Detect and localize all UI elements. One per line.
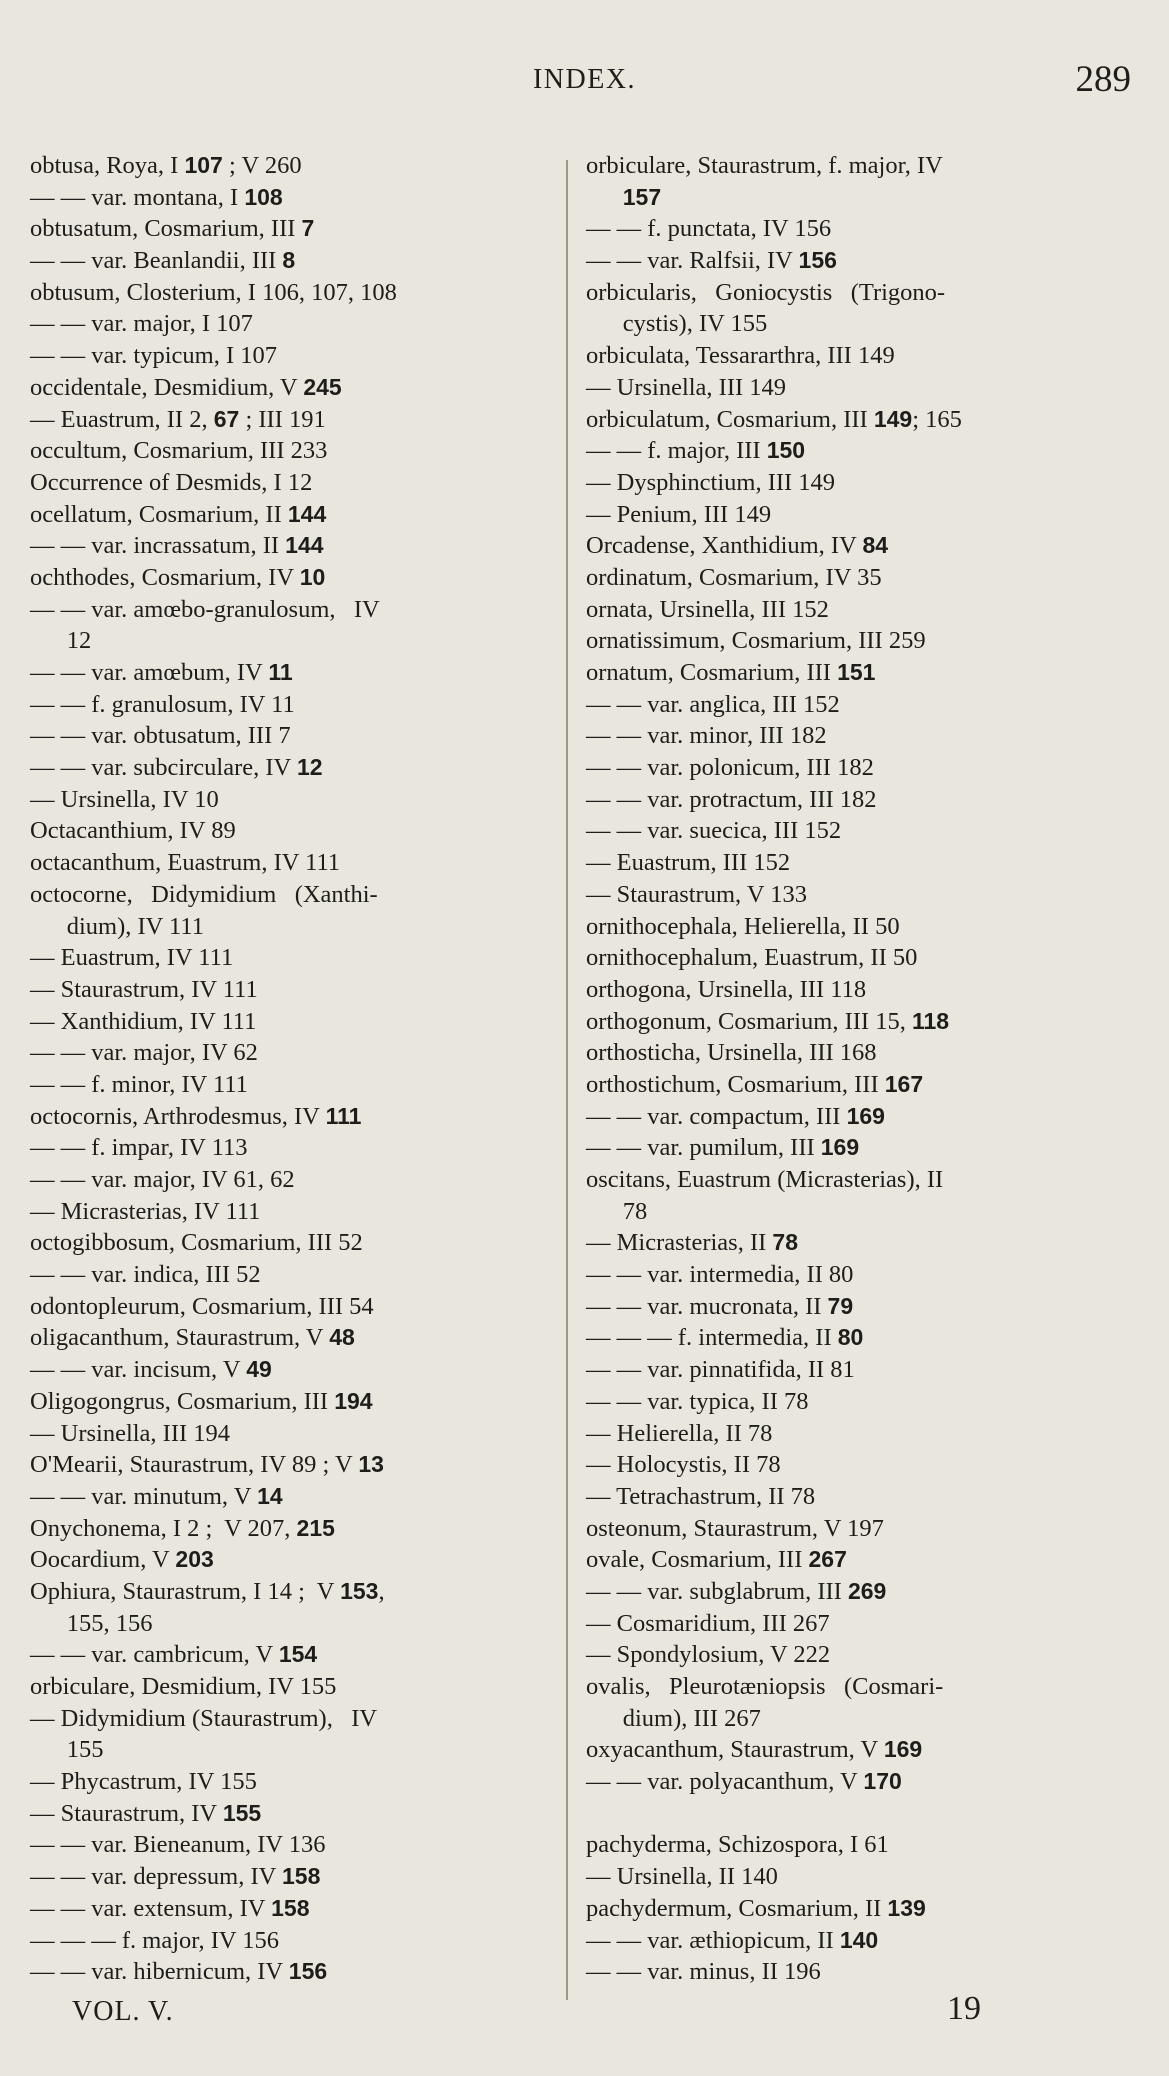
index-entry: O'Mearii, Staurastrum, IV 89 ; V 13 (30, 1451, 384, 1479)
index-entry: ordinatum, Cosmarium, IV 35 (586, 563, 882, 591)
index-entry: — — var. minutum, V 14 (30, 1482, 283, 1510)
index-entry: oligacanthum, Staurastrum, V 48 (30, 1324, 355, 1352)
index-entry: osteonum, Staurastrum, V 197 (586, 1514, 884, 1542)
bold-page-ref: 155 (222, 1799, 262, 1826)
index-entry: — — var. minus, II 196 (586, 1958, 821, 1986)
index-entry: — — var. Bieneanum, IV 136 (30, 1831, 326, 1859)
bold-page-ref: 156 (798, 247, 837, 274)
index-entry: — — var. anglica, III 152 (586, 690, 840, 718)
bold-page-ref: 169 (883, 1736, 923, 1763)
bold-page-ref: 14 (257, 1482, 283, 1509)
index-entry: orbiculare, Staurastrum, f. major, IV (586, 152, 943, 179)
volume-label: VOL. V. (72, 1996, 174, 2027)
index-entry: — — var. compactum, III 169 (586, 1102, 885, 1130)
index-entry: dium), III 267 (586, 1704, 761, 1732)
index-entry: orbiculata, Tessararthra, III 149 (586, 342, 895, 370)
bold-page-ref: 158 (271, 1894, 310, 1921)
index-entry: — Ursinella, III 149 (586, 373, 787, 401)
index-entry: — Cosmaridium, III 267 (586, 1609, 830, 1637)
index-entry: — Helierella, II 78 (586, 1419, 773, 1447)
index-entry: — Micrasterias, IV 111 (30, 1197, 261, 1225)
bold-page-ref: 12 (296, 754, 323, 781)
index-entry: — — var. extensum, IV 158 (30, 1894, 310, 1922)
bold-page-ref: 8 (282, 247, 296, 274)
index-entry: octacanthum, Euastrum, IV 111 (30, 849, 341, 877)
bold-page-ref: 169 (846, 1102, 885, 1129)
bold-page-ref: 144 (287, 500, 327, 527)
index-entry: — — var. suecica, III 152 (586, 817, 842, 845)
index-entry: — Didymidium (Staurastrum), IV (30, 1704, 378, 1732)
index-entry: — — var. subcirculare, IV 12 (30, 754, 323, 782)
column-divider (566, 160, 568, 2000)
index-entry: oxyacanthum, Staurastrum, V 169 (586, 1736, 923, 1764)
index-entry: — Ursinella, III 194 (30, 1419, 231, 1447)
bold-page-ref: 78 (772, 1229, 798, 1256)
index-entry: — Staurastrum, IV 155 (30, 1799, 262, 1827)
index-entry: — — var. intermedia, II 80 (586, 1261, 854, 1289)
index-entry: 155, 156 (30, 1609, 153, 1637)
index-entry: — Tetrachastrum, II 78 (586, 1482, 816, 1510)
index-entry: octogibbosum, Cosmarium, III 52 (30, 1229, 363, 1257)
index-entry: — — f. granulosum, IV 11 (30, 690, 295, 718)
bold-page-ref: 139 (887, 1894, 926, 1921)
index-entry: — — var. obtusatum, III 7 (30, 722, 291, 750)
index-entry: — — var. minor, III 182 (586, 722, 827, 750)
index-entry: ocellatum, Cosmarium, II 144 (30, 500, 327, 528)
bold-page-ref: 107 (184, 152, 223, 178)
index-entry: — — var. major, I 107 (30, 310, 253, 338)
index-entry: ochthodes, Cosmarium, IV 10 (30, 563, 326, 591)
index-entry: — — var. incisum, V 49 (30, 1356, 272, 1384)
index-entry: — Ursinella, IV 10 (30, 785, 219, 813)
index-entry: Oligogongrus, Cosmarium, III 194 (30, 1387, 373, 1415)
index-entry: — Ursinella, II 140 (586, 1863, 778, 1891)
bold-page-ref: 215 (296, 1514, 335, 1541)
index-entry: orbiculatum, Cosmarium, III 149; 165 (586, 405, 962, 433)
index-entry: odontopleurum, Cosmarium, III 54 (30, 1292, 374, 1320)
index-entry: dium), IV 111 (30, 912, 204, 940)
bold-page-ref: 156 (288, 1958, 328, 1985)
index-entry (586, 182, 1131, 214)
page-number: 289 (1075, 59, 1131, 100)
index-entry: 12 (30, 627, 92, 655)
index-entry: pachydermum, Cosmarium, II 139 (586, 1894, 926, 1922)
index-entry: — — var. major, IV 61, 62 (30, 1166, 295, 1193)
index-entry: — — var. hibernicum, IV 156 (30, 1958, 328, 1986)
index-entry: orthostichum, Cosmarium, III 167 (586, 1070, 924, 1098)
index-entry: — — var. typica, II 78 (586, 1387, 809, 1415)
index-entry: — Penium, III 149 (586, 500, 772, 528)
index-entry: — — var. Beanlandii, III 8 (30, 247, 296, 275)
index-entry: — — var. depressum, IV 158 (30, 1863, 321, 1891)
index-entry: ornatum, Cosmarium, III 151 (586, 659, 876, 686)
bold-page-ref: 118 (911, 1007, 950, 1034)
index-entry: ornatissimum, Cosmarium, III 259 (586, 627, 926, 655)
bold-page-ref: 140 (839, 1926, 879, 1953)
index-entry: — — var. æthiopicum, II 140 (586, 1926, 879, 1954)
index-entry: ornithocephala, Helierella, II 50 (586, 912, 900, 940)
index-entry: — Phycastrum, IV 155 (30, 1768, 257, 1796)
bold-page-ref: 153 (340, 1577, 379, 1604)
index-entry: — Euastrum, II 2, 67 ; III 191 (30, 405, 326, 433)
bold-page-ref: 10 (299, 563, 326, 590)
bold-page-ref: 48 (329, 1324, 355, 1351)
index-entry: — — var. subglabrum, III 269 (586, 1577, 887, 1605)
index-entry: — Staurastrum, IV 111 (30, 975, 258, 1003)
bold-page-ref: 157 (622, 183, 662, 210)
index-entry: occultum, Cosmarium, III 233 (30, 437, 328, 465)
bold-page-ref: 7 (301, 215, 315, 242)
index-entry: — Dysphinctium, III 149 (586, 468, 836, 496)
index-entry: ovalis, Pleurotæniopsis (Cosmari- (586, 1673, 944, 1700)
bold-page-ref: 169 (820, 1134, 860, 1161)
index-entry (586, 1798, 1131, 1830)
index-entry: Ophiura, Staurastrum, I 14 ; V 153, (30, 1577, 385, 1605)
index-entry: ornithocephalum, Euastrum, II 50 (586, 944, 918, 972)
index-entry: — — f. impar, IV 113 (30, 1134, 248, 1162)
bold-page-ref: 67 (213, 405, 240, 432)
bold-page-ref: 84 (862, 532, 889, 559)
index-entry: — — f. punctata, IV 156 (586, 215, 832, 243)
index-entry: octocornis, Arthrodesmus, IV 111 (30, 1102, 362, 1130)
index-entry: oscitans, Euastrum (Micrasterias), II (586, 1166, 944, 1193)
bold-page-ref: 11 (268, 659, 293, 685)
index-entry: 155 (30, 1736, 104, 1764)
bold-page-ref: 158 (282, 1863, 321, 1890)
bold-page-ref: 13 (358, 1451, 384, 1478)
bold-page-ref: 267 (808, 1546, 847, 1573)
bold-page-ref: 151 (837, 659, 876, 685)
bold-page-ref: 245 (303, 373, 342, 400)
bold-page-ref: 144 (285, 532, 324, 559)
index-entry: pachyderma, Schizospora, I 61 (586, 1831, 889, 1859)
index-entry: orbicularis, Goniocystis (Trigono- (586, 278, 946, 306)
index-entry: — — var. Ralfsii, IV 156 (586, 247, 837, 275)
index-entry: orthogonum, Cosmarium, III 15, 118 (586, 1007, 950, 1035)
index-entry: octocorne, Didymidium (Xanthi- (30, 880, 378, 908)
index-entry: — Euastrum, III 152 (586, 849, 791, 877)
index-entry: obtusatum, Cosmarium, III 7 (30, 215, 315, 243)
bold-page-ref: 150 (766, 437, 806, 464)
index-entry: — — var. montana, I 108 (30, 183, 283, 211)
index-entry: Onychonema, I 2 ; V 207, 215 (30, 1514, 335, 1542)
index-column-right (586, 150, 1131, 1988)
bold-page-ref: 154 (278, 1641, 318, 1668)
bold-page-ref: 167 (884, 1070, 924, 1097)
index-entry: — — var. indica, III 52 (30, 1261, 261, 1289)
index-entry: — — var. polyacanthum, V 170 (586, 1768, 902, 1796)
index-entry: — — var. major, IV 62 (30, 1039, 258, 1067)
index-entry: — — var. incrassatum, II 144 (30, 532, 324, 560)
index-entry: — — var. typicum, I 107 (30, 342, 278, 370)
index-entry: — — var. protractum, III 182 (586, 785, 877, 813)
bold-page-ref: 203 (175, 1546, 214, 1573)
index-entry: — — — f. intermedia, II 80 (586, 1324, 864, 1352)
index-entry: obtusum, Closterium, I 106, 107, 108 (30, 278, 397, 306)
index-entry: Octacanthium, IV 89 (30, 817, 236, 845)
bold-page-ref: 49 (246, 1356, 272, 1383)
index-entry: occidentale, Desmidium, V 245 (30, 373, 342, 401)
index-entry: — Euastrum, IV 111 (30, 944, 234, 972)
index-entry: — — var. amœbo-granulosum, IV (30, 595, 380, 623)
index-entry: ornata, Ursinella, III 152 (586, 595, 829, 623)
index-entry: — — — f. major, IV 156 (30, 1926, 279, 1954)
index-entry: — — var. pumilum, III 169 (586, 1134, 860, 1162)
index-entry: — — var. amœbum, IV 11 (30, 659, 293, 686)
index-entry: orbiculare, Desmidium, IV 155 (30, 1673, 337, 1700)
index-entry: — Spondylosium, V 222 (586, 1641, 831, 1669)
index-entry: orthosticha, Ursinella, III 168 (586, 1039, 877, 1067)
index-entry: — — var. polonicum, III 182 (586, 754, 874, 782)
index-entry: — — f. major, III 150 (586, 437, 806, 465)
bold-page-ref: 149 (873, 405, 913, 432)
index-entry: — Staurastrum, V 133 (586, 880, 807, 908)
index-entry: — — var. pinnatifida, II 81 (586, 1356, 855, 1384)
index-entry: — Micrasterias, II 78 (586, 1229, 798, 1257)
bold-page-ref: 79 (827, 1292, 854, 1319)
index-entry: 78 (586, 1197, 648, 1225)
index-entry: Orcadense, Xanthidium, IV 84 (586, 532, 889, 560)
index-entry: — — f. minor, IV 111 (30, 1070, 248, 1098)
bold-page-ref: 170 (863, 1768, 902, 1795)
index-entry: obtusa, Roya, I 107 ; V 260 (30, 152, 302, 179)
index-entry: cystis), IV 155 (586, 310, 768, 338)
index-entry: — — var. cambricum, V 154 (30, 1641, 318, 1669)
index-entry: Oocardium, V 203 (30, 1546, 214, 1574)
bold-page-ref: 111 (325, 1102, 362, 1129)
index-entry: Occurrence of Desmids, I 12 (30, 468, 313, 496)
bold-page-ref: 269 (847, 1577, 887, 1604)
index-entry: ovale, Cosmarium, III 267 (586, 1546, 847, 1574)
index-entry: — Xanthidium, IV 111 (30, 1007, 257, 1035)
running-head: INDEX. (532, 64, 637, 95)
bold-page-ref: 194 (334, 1387, 373, 1414)
index-entry: — Holocystis, II 78 (586, 1451, 781, 1479)
bold-page-ref: 108 (244, 183, 283, 210)
bold-page-ref: 80 (837, 1324, 864, 1351)
index-column-left (30, 150, 560, 1988)
index-entry: — — var. mucronata, II 79 (586, 1292, 854, 1320)
signature-mark: 19 (947, 1990, 981, 2027)
index-entry: orthogona, Ursinella, III 118 (586, 975, 867, 1003)
